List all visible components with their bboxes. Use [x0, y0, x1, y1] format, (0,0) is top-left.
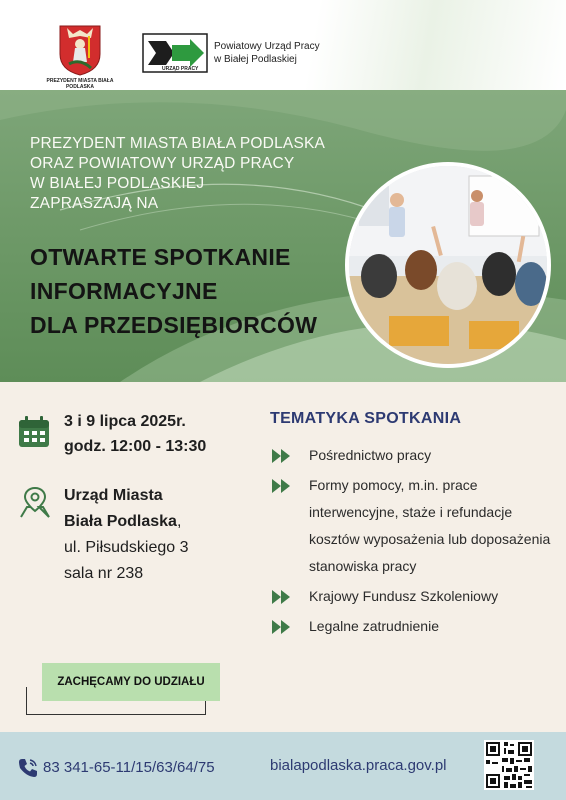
place-room: sala nr 238 — [64, 565, 144, 582]
audience-photo — [345, 162, 551, 368]
title-line: INFORMACYJNE — [30, 278, 218, 304]
place-comma: , — [176, 513, 182, 530]
urzad-pracy-logo — [142, 33, 208, 73]
double-arrow-icon — [272, 479, 294, 493]
topic-item — [272, 442, 552, 469]
pup-name-line2: w Białej Podlaskiej — [214, 54, 297, 65]
intro-line: ZAPRASZAJĄ NA — [30, 195, 159, 212]
event-date — [64, 409, 206, 459]
hero-banner — [0, 90, 566, 382]
event-title — [30, 240, 317, 342]
qr-code — [484, 740, 534, 790]
event-date-text: 3 i 9 lipca 2025r. — [64, 413, 186, 430]
topics-list — [272, 442, 552, 643]
website-link[interactable]: bialapodlaska.praca.gov.pl — [270, 757, 447, 774]
topics-heading: TEMATYKA SPOTKANIA — [270, 410, 462, 427]
header-logos — [0, 0, 566, 90]
pup-name-line1: Powiatowy Urząd Pracy — [214, 41, 320, 52]
cta-label: ZACHĘCAMY DO UDZIAŁU — [42, 663, 220, 701]
title-line: DLA PRZEDSIĘBIORCÓW — [30, 312, 318, 338]
double-arrow-icon — [272, 590, 294, 604]
intro-line: W BIAŁEJ PODLASKIEJ — [30, 175, 205, 192]
double-arrow-icon — [272, 449, 294, 463]
topic-text: Pośrednictwo pracy — [309, 447, 432, 463]
intro-text — [30, 134, 325, 214]
footer-contact — [0, 732, 566, 800]
event-place — [64, 483, 189, 587]
calendar-icon — [18, 416, 50, 448]
crest-icon — [57, 24, 103, 76]
map-pin-icon — [19, 485, 51, 519]
double-arrow-icon — [272, 620, 294, 634]
pup-logo-text: URZĄD PRACY — [162, 66, 199, 72]
topic-text: Legalne zatrudnienie — [309, 618, 439, 634]
intro-line: ORAZ POWIATOWY URZĄD PRACY — [30, 155, 295, 172]
phone-icon — [18, 758, 38, 778]
place-name-line2: Biała Podlaska — [64, 513, 177, 530]
audience-photo-illustration — [349, 166, 547, 364]
intro-line: PREZYDENT MIASTA BIAŁA PODLASKA — [30, 135, 326, 152]
phone-number[interactable]: 83 341-65-11/15/63/64/75 — [43, 759, 215, 776]
title-line: OTWARTE SPOTKANIE — [30, 244, 291, 270]
event-details — [0, 382, 566, 732]
topic-text: Krajowy Fundusz Szkoleniowy — [309, 588, 499, 604]
topic-text: Formy pomocy, m.in. prace interwencyjne, staże i refundacje kosztów wyposażenia lub doposażenia stanowiska pracy — [309, 477, 551, 574]
event-time: godz. 12:00 - 13:30 — [64, 438, 207, 455]
place-street: ul. Piłsudskiego 3 — [64, 539, 189, 556]
topic-item — [272, 472, 552, 580]
pup-name — [214, 40, 320, 66]
topic-item — [272, 583, 552, 610]
topic-item — [272, 613, 552, 640]
crest-caption: PREZYDENT MIASTA BIAŁA PODLASKA — [46, 78, 114, 90]
place-name-line1: Urząd Miasta — [64, 487, 163, 504]
